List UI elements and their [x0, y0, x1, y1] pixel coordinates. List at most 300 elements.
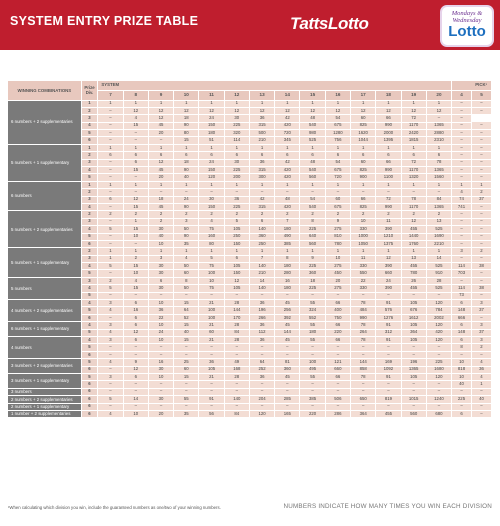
win-count-cell: 2	[471, 189, 491, 196]
win-count-cell: 10	[148, 337, 173, 344]
win-count-cell: –	[275, 403, 300, 410]
win-count-cell: 30	[199, 196, 224, 203]
win-count-cell: 1	[98, 144, 123, 151]
win-count-cell: –	[401, 388, 426, 395]
win-count-cell: 675	[325, 122, 350, 129]
win-count-cell: 55	[174, 396, 199, 403]
win-count-cell: 6	[98, 196, 123, 203]
prize-division-cell: 3	[81, 196, 98, 203]
win-count-cell: 28	[224, 322, 249, 329]
win-count-cell: –	[471, 130, 491, 137]
win-count-cell: 74	[452, 196, 472, 203]
win-count-cell: 225	[224, 167, 249, 174]
win-count-cell: 5	[98, 285, 123, 292]
win-count-cell: 6	[426, 152, 451, 159]
win-count-cell: 90	[174, 167, 199, 174]
winning-combination-label: 3 numbers + 2 supplementaries	[8, 359, 81, 374]
win-count-cell: 36	[249, 322, 274, 329]
prize-table-head	[8, 81, 492, 100]
win-count-cell: 21	[199, 337, 224, 344]
win-count-cell: 12	[325, 107, 350, 114]
win-count-cell: 10	[123, 233, 148, 240]
win-count-cell: 741	[452, 203, 472, 210]
win-count-cell: 140	[249, 285, 274, 292]
win-count-cell: 1	[325, 100, 350, 107]
win-count-cell: 84	[224, 329, 249, 336]
win-count-cell: 780	[401, 270, 426, 277]
win-count-cell: 3	[471, 300, 491, 307]
win-count-cell: 392	[275, 314, 300, 321]
win-count-cell: 50	[174, 226, 199, 233]
win-count-cell: 4	[98, 410, 123, 417]
win-count-cell: 13	[401, 255, 426, 262]
win-count-cell: 37	[471, 307, 491, 314]
win-count-cell: 48	[300, 159, 325, 166]
win-count-cell: –	[452, 100, 472, 107]
win-count-cell: 114	[452, 263, 472, 270]
win-count-cell: 9	[123, 359, 148, 366]
win-count-cell: –	[174, 381, 199, 388]
win-count-cell: –	[401, 344, 426, 351]
table-row	[8, 307, 492, 314]
win-count-cell: –	[148, 344, 173, 351]
table-row	[8, 381, 492, 388]
win-count-cell: 6	[300, 152, 325, 159]
win-count-cell: 10	[325, 255, 350, 262]
win-count-cell: 1620	[351, 130, 376, 137]
table-row	[8, 137, 492, 144]
win-count-cell: 990	[376, 167, 401, 174]
win-count-cell: –	[452, 388, 472, 395]
win-count-cell: –	[471, 167, 491, 174]
win-count-cell: 280	[275, 270, 300, 277]
win-count-cell: –	[471, 240, 491, 247]
prize-division-cell: 4	[81, 226, 98, 233]
win-count-cell: 1	[325, 181, 350, 188]
win-count-cell: –	[376, 381, 401, 388]
win-count-cell: –	[98, 351, 123, 358]
prize-table-body	[8, 100, 492, 418]
win-count-cell: –	[471, 351, 491, 358]
win-count-cell: 10	[123, 270, 148, 277]
win-count-cell: –	[275, 189, 300, 196]
win-count-cell: 15	[123, 203, 148, 210]
win-count-cell: –	[98, 218, 123, 225]
win-count-cell: 100	[199, 270, 224, 277]
win-count-cell: 1	[98, 181, 123, 188]
win-count-cell: –	[471, 203, 491, 210]
win-count-cell: 114	[224, 137, 249, 144]
win-count-cell: 12	[249, 107, 274, 114]
win-count-cell: 1	[351, 181, 376, 188]
win-count-cell: –	[148, 388, 173, 395]
winning-combination-label: 1 number + 2 supplementaries	[8, 410, 81, 417]
prize-division-cell: 6	[81, 314, 98, 321]
prize-division-cell: 3	[81, 159, 98, 166]
win-count-cell: –	[452, 122, 472, 129]
win-count-cell: 150	[199, 167, 224, 174]
win-count-cell: 170	[224, 314, 249, 321]
win-count-cell: –	[98, 366, 123, 373]
win-count-cell: –	[471, 270, 491, 277]
win-count-cell: –	[199, 388, 224, 395]
win-count-cell: 1	[426, 144, 451, 151]
win-count-cell: –	[471, 211, 491, 218]
table-row	[8, 300, 492, 307]
win-count-cell: 30	[148, 263, 173, 270]
win-count-cell: –	[471, 277, 491, 284]
win-count-cell: 12	[199, 107, 224, 114]
win-count-cell: –	[376, 344, 401, 351]
win-count-cell: 36	[224, 196, 249, 203]
win-count-cell: 495	[300, 366, 325, 373]
win-count-cell: –	[471, 314, 491, 321]
win-count-cell: 150	[199, 203, 224, 210]
win-count-cell: 140	[249, 263, 274, 270]
win-count-cell: –	[123, 137, 148, 144]
win-count-cell: –	[123, 344, 148, 351]
tagline: NUMBERS INDICATE HOW MANY TIMES YOU WIN EACH DIVISION	[283, 503, 492, 510]
win-count-cell: 1365	[426, 122, 451, 129]
win-count-cell: 720	[275, 130, 300, 137]
win-count-cell: 784	[426, 307, 451, 314]
prize-division-cell: 4	[81, 322, 98, 329]
win-count-cell: 1	[300, 144, 325, 151]
win-count-cell: 48	[275, 196, 300, 203]
win-count-cell: 6	[123, 300, 148, 307]
win-count-cell: 148	[452, 329, 472, 336]
win-count-cell: 20	[148, 174, 173, 181]
win-count-cell: 16	[275, 277, 300, 284]
win-count-cell: –	[452, 130, 472, 137]
win-count-cell: 1	[275, 144, 300, 151]
win-count-cell: 1375	[376, 240, 401, 247]
win-count-cell: 14	[249, 277, 274, 284]
win-count-cell: 275	[325, 263, 350, 270]
win-count-cell: 560	[300, 174, 325, 181]
win-count-cell: 6	[249, 152, 274, 159]
win-count-cell: 75	[199, 226, 224, 233]
win-count-cell: 196	[249, 307, 274, 314]
win-count-cell: 42	[275, 115, 300, 122]
win-count-cell: 120	[426, 322, 451, 329]
win-count-cell: 8	[174, 277, 199, 284]
win-count-cell: 819	[376, 396, 401, 403]
win-count-cell: 2	[98, 211, 123, 218]
pick-column-header: 5	[471, 90, 491, 100]
win-count-cell: 12	[123, 329, 148, 336]
win-count-cell: –	[199, 403, 224, 410]
win-count-cell: 825	[351, 203, 376, 210]
table-row	[8, 270, 492, 277]
win-count-cell: –	[452, 152, 472, 159]
winning-combination-label: 6 numbers + 2 supplementaries	[8, 100, 81, 144]
win-count-cell: –	[98, 107, 123, 114]
win-count-cell: –	[123, 381, 148, 388]
win-count-cell: –	[224, 189, 249, 196]
prize-division-cell: 6	[81, 388, 98, 395]
prize-division-cell: 6	[81, 351, 98, 358]
win-count-cell: 676	[401, 307, 426, 314]
win-count-cell: 30	[224, 115, 249, 122]
win-count-cell: 1	[401, 181, 426, 188]
win-count-cell: –	[325, 388, 350, 395]
win-count-cell: 1	[123, 100, 148, 107]
win-count-cell: 1	[351, 144, 376, 151]
system-column-header: 19	[401, 90, 426, 100]
win-count-cell: 6	[174, 152, 199, 159]
win-count-cell: 1	[199, 181, 224, 188]
win-count-cell: 114	[452, 285, 472, 292]
win-count-cell: 38	[471, 263, 491, 270]
win-count-cell: –	[174, 388, 199, 395]
win-count-cell: 3	[471, 337, 491, 344]
win-count-cell: 18	[174, 115, 199, 122]
win-count-cell: 91	[376, 373, 401, 380]
win-count-cell: –	[98, 292, 123, 299]
win-count-cell: 552	[300, 314, 325, 321]
prize-division-cell: 5	[81, 233, 98, 240]
win-count-cell: –	[351, 189, 376, 196]
win-count-cell: 1044	[351, 137, 376, 144]
prize-division-cell: 6	[81, 403, 98, 410]
win-count-cell: 120	[426, 337, 451, 344]
win-count-cell: 15	[123, 122, 148, 129]
page-title: SYSTEM ENTRY PRIZE TABLE	[10, 14, 199, 28]
win-count-cell: 6	[452, 300, 472, 307]
win-count-cell: –	[452, 159, 472, 166]
win-count-cell: 450	[325, 270, 350, 277]
prize-division-cell: 4	[81, 122, 98, 129]
win-count-cell: 1050	[351, 240, 376, 247]
win-count-cell: 420	[426, 329, 451, 336]
win-count-cell: –	[452, 137, 472, 144]
win-count-cell: 72	[376, 196, 401, 203]
win-count-cell: 50	[174, 285, 199, 292]
win-count-cell: 10	[199, 277, 224, 284]
win-count-cell: 400	[325, 307, 350, 314]
win-count-cell: –	[275, 344, 300, 351]
win-count-cell: 15	[174, 322, 199, 329]
win-count-cell: 36	[249, 373, 274, 380]
table-row	[8, 337, 492, 344]
win-count-cell: 66	[325, 300, 350, 307]
win-count-cell: 18	[148, 196, 173, 203]
win-count-cell: 100	[199, 307, 224, 314]
win-count-cell: 196	[401, 359, 426, 366]
win-count-cell: 11	[351, 255, 376, 262]
win-count-cell: 1	[123, 144, 148, 151]
win-count-cell: 2	[300, 211, 325, 218]
win-count-cell: 12	[148, 115, 173, 122]
win-count-cell: 2	[98, 277, 123, 284]
win-count-cell: –	[351, 351, 376, 358]
win-count-cell: 105	[401, 300, 426, 307]
table-row	[8, 240, 492, 247]
win-count-cell: 105	[224, 285, 249, 292]
win-count-cell: 1	[174, 100, 199, 107]
win-count-cell: 60	[325, 196, 350, 203]
win-count-cell: 1276	[376, 314, 401, 321]
win-count-cell: 252	[249, 366, 274, 373]
win-count-cell: 6	[199, 152, 224, 159]
win-count-cell: 1	[300, 248, 325, 255]
table-row	[8, 189, 492, 196]
win-count-cell: –	[199, 381, 224, 388]
prize-division-cell: 6	[81, 410, 98, 417]
prize-division-cell: 5	[81, 359, 98, 366]
win-count-cell: 12	[224, 107, 249, 114]
win-count-cell: 91	[376, 337, 401, 344]
win-count-cell: –	[275, 292, 300, 299]
win-count-cell: 12	[426, 107, 451, 114]
win-count-cell: –	[275, 381, 300, 388]
win-count-cell: –	[471, 159, 491, 166]
win-count-cell: 1092	[376, 366, 401, 373]
prize-division-cell: 3	[81, 218, 98, 225]
win-count-cell: 312	[376, 329, 401, 336]
win-count-cell: 576	[376, 307, 401, 314]
win-count-cell: 144	[351, 359, 376, 366]
win-count-cell: 55	[300, 300, 325, 307]
win-count-cell: 1	[376, 144, 401, 151]
table-row	[8, 344, 492, 351]
win-count-cell: –	[452, 351, 472, 358]
win-count-cell: 1	[401, 144, 426, 151]
win-count-cell: –	[452, 233, 472, 240]
win-count-cell: 420	[275, 167, 300, 174]
win-count-cell: 36	[249, 115, 274, 122]
win-count-cell: 506	[325, 396, 350, 403]
win-count-cell: 1	[325, 144, 350, 151]
win-count-cell: –	[123, 292, 148, 299]
win-count-cell: 315	[249, 167, 274, 174]
win-count-cell: 15	[174, 373, 199, 380]
win-count-cell: 15	[174, 137, 199, 144]
win-count-cell: –	[376, 292, 401, 299]
win-count-cell: 6	[123, 337, 148, 344]
win-count-cell: 1	[123, 248, 148, 255]
prize-division-cell: 2	[81, 152, 98, 159]
win-count-cell: 16	[148, 359, 173, 366]
win-count-cell: –	[426, 189, 451, 196]
win-count-cell: 42	[249, 196, 274, 203]
prize-division-cell: 4	[81, 263, 98, 270]
win-count-cell: 1	[98, 255, 123, 262]
win-count-cell: –	[98, 174, 123, 181]
win-count-cell: 12	[123, 107, 148, 114]
win-count-cell: 560	[401, 410, 426, 417]
win-count-cell: –	[452, 174, 472, 181]
win-count-cell: 38	[471, 285, 491, 292]
prize-division-cell: 6	[81, 381, 98, 388]
win-count-cell: –	[98, 314, 123, 321]
system-column-header: 14	[275, 90, 300, 100]
table-row	[8, 122, 492, 129]
win-count-cell: 12	[148, 107, 173, 114]
win-count-cell: 81	[275, 359, 300, 366]
win-count-cell: 26	[401, 277, 426, 284]
win-count-cell: 1	[123, 218, 148, 225]
win-count-cell: –	[300, 344, 325, 351]
win-count-cell: 66	[351, 196, 376, 203]
prize-division-cell: 6	[81, 396, 98, 403]
table-row	[8, 115, 492, 122]
win-count-cell: –	[471, 137, 491, 144]
win-count-cell: 51	[199, 137, 224, 144]
win-count-cell: 345	[275, 137, 300, 144]
win-count-cell: 48	[300, 115, 325, 122]
win-count-cell: 1	[199, 248, 224, 255]
win-count-cell: 78	[351, 337, 376, 344]
win-count-cell: –	[401, 351, 426, 358]
win-count-cell: 66	[325, 337, 350, 344]
win-count-cell: 112	[249, 329, 274, 336]
win-count-cell: 12	[401, 107, 426, 114]
win-count-cell: 21	[199, 300, 224, 307]
win-count-cell: 720	[325, 174, 350, 181]
win-count-cell: 24	[376, 277, 401, 284]
win-count-cell: 1	[199, 144, 224, 151]
win-count-cell: 1	[471, 381, 491, 388]
table-row	[8, 263, 492, 270]
win-count-cell: 28	[224, 337, 249, 344]
win-count-cell: 45	[148, 167, 173, 174]
win-count-cell: 1760	[401, 240, 426, 247]
winning-combination-label: 6 numbers	[8, 181, 81, 211]
win-count-cell: 165	[275, 410, 300, 417]
win-count-cell: 6	[452, 337, 472, 344]
win-count-cell: 1	[376, 181, 401, 188]
win-count-cell: –	[224, 388, 249, 395]
combinations-header: WINNING COMBINATIONS	[8, 81, 81, 100]
win-count-cell: 91	[376, 300, 401, 307]
win-count-cell: –	[148, 292, 173, 299]
win-count-cell: 1	[325, 248, 350, 255]
header-bar	[0, 0, 500, 50]
win-count-cell: 550	[351, 270, 376, 277]
win-count-cell: 169	[376, 359, 401, 366]
win-count-cell: 825	[351, 167, 376, 174]
win-count-cell: 818	[452, 366, 472, 373]
win-count-cell: 560	[300, 240, 325, 247]
win-count-cell: 105	[401, 322, 426, 329]
prize-division-cell: 2	[81, 189, 98, 196]
table-row	[8, 322, 492, 329]
win-count-cell: 4	[123, 115, 148, 122]
win-count-cell: 525	[426, 285, 451, 292]
win-count-cell: 2	[275, 211, 300, 218]
win-count-cell: 1	[471, 181, 491, 188]
win-count-cell: 1170	[401, 203, 426, 210]
win-count-cell: 180	[199, 130, 224, 137]
win-count-cell: 4	[471, 373, 491, 380]
win-count-cell: –	[123, 388, 148, 395]
system-column-header: 16	[325, 90, 350, 100]
win-count-cell: 225	[224, 203, 249, 210]
win-count-cell: –	[300, 189, 325, 196]
win-count-cell: 6	[376, 152, 401, 159]
win-count-cell: –	[148, 403, 173, 410]
win-count-cell: 140	[224, 396, 249, 403]
win-count-cell: 210	[249, 270, 274, 277]
win-count-cell: 2	[471, 344, 491, 351]
win-count-cell: 1680	[426, 366, 451, 373]
win-count-cell: 60	[174, 270, 199, 277]
win-count-cell: 40	[148, 233, 173, 240]
table-row	[8, 410, 492, 417]
win-count-cell: –	[351, 344, 376, 351]
